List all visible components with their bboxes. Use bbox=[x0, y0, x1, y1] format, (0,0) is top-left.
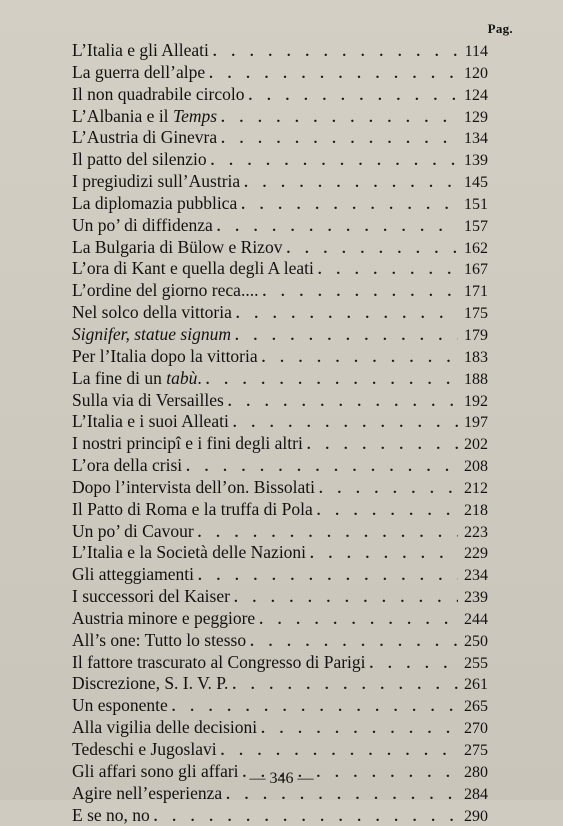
toc-entry-title bbox=[72, 237, 286, 258]
toc-entry-title-text: Il patto del silenzio bbox=[72, 149, 207, 170]
toc-entry-page-number: 145 bbox=[464, 174, 488, 192]
dot-leader bbox=[226, 787, 458, 804]
toc-entry-page-number: 183 bbox=[464, 348, 488, 366]
toc-entry bbox=[72, 673, 488, 695]
dot-leader bbox=[235, 328, 458, 345]
dot-leader bbox=[228, 394, 458, 411]
toc-entry bbox=[72, 40, 488, 62]
toc-entry-page-number: 218 bbox=[464, 501, 488, 519]
toc-entry-title bbox=[72, 127, 221, 148]
toc-entry-title bbox=[72, 390, 228, 411]
dot-leader bbox=[209, 66, 458, 83]
dot-leader bbox=[250, 634, 458, 651]
toc-entry-title bbox=[72, 346, 262, 367]
toc-entry-title bbox=[72, 106, 221, 127]
dot-leader bbox=[198, 525, 458, 542]
dot-leader bbox=[310, 546, 458, 563]
dot-leader bbox=[244, 175, 458, 192]
toc-entry-page-number: 265 bbox=[464, 698, 488, 716]
toc-entry bbox=[72, 84, 488, 106]
toc-entry bbox=[72, 324, 488, 346]
dot-leader bbox=[318, 262, 458, 279]
toc-entry-title-text: Il fattore trascurato al Congresso di Parigi bbox=[72, 651, 366, 672]
toc-entry-page-number: 255 bbox=[464, 654, 488, 672]
dot-leader bbox=[221, 110, 458, 127]
dot-leader bbox=[233, 415, 458, 432]
toc-entry-title-italic: Signifer, statue signum bbox=[72, 323, 231, 344]
dot-leader bbox=[154, 809, 458, 826]
toc-entry-title-text: I nostri principî e i fini degli altri bbox=[72, 433, 303, 454]
toc-entry-page-number: 167 bbox=[464, 261, 488, 279]
toc-entry-page-number: 129 bbox=[464, 108, 488, 126]
toc-entry-title bbox=[72, 324, 235, 345]
dot-leader bbox=[262, 350, 458, 367]
toc-entry bbox=[72, 106, 488, 128]
toc-entry bbox=[72, 62, 488, 84]
toc-entry-title bbox=[72, 40, 213, 61]
toc-entry-page-number: 188 bbox=[464, 370, 488, 388]
toc-entry-title bbox=[72, 586, 234, 607]
toc-entry bbox=[72, 390, 488, 412]
toc-entry-title-text: I pregiudizi sull’Austria bbox=[72, 171, 241, 192]
page-column-header: Pag. bbox=[487, 21, 513, 36]
toc-entry-page-number: 275 bbox=[464, 742, 488, 759]
toc-entry-title-text: Gli atteggiamenti bbox=[72, 564, 194, 585]
toc-entry-title bbox=[72, 258, 318, 279]
toc-entry-page-number: 261 bbox=[464, 676, 488, 694]
toc-entry-title-text: La diplomazia pubblica bbox=[72, 192, 238, 213]
toc-entry-page-number: 290 bbox=[464, 807, 488, 825]
dot-leader bbox=[307, 437, 458, 454]
toc-entry-title-text: Dopo l’intervista dell’on. Bissolati bbox=[72, 476, 316, 497]
toc-entry-page-number: 162 bbox=[464, 239, 488, 257]
toc-entry bbox=[72, 542, 488, 564]
toc-entry bbox=[72, 149, 488, 171]
toc-entry bbox=[72, 805, 488, 826]
toc-entry-title bbox=[72, 62, 209, 83]
toc-entry-page-number: 124 bbox=[464, 86, 488, 104]
toc-entry-page-number: 175 bbox=[464, 305, 488, 323]
toc-entry-title-text: All’s one: Tutto lo stesso bbox=[72, 629, 247, 650]
toc-entry-title-suffix: . bbox=[197, 367, 202, 388]
toc-entry-title-text: Sulla via di Versailles bbox=[72, 389, 224, 410]
toc-entry bbox=[72, 368, 488, 390]
toc-entry-title-text: L’Italia e gli Alleati bbox=[72, 40, 209, 60]
toc-entry-page-number: 151 bbox=[464, 195, 488, 213]
toc-entry-title bbox=[72, 695, 172, 716]
toc-entry-title-text: E se no, no bbox=[72, 804, 150, 825]
toc-entry-page-number: 234 bbox=[464, 567, 488, 585]
toc-entry-page-number: 157 bbox=[464, 217, 488, 235]
toc-entry bbox=[72, 127, 488, 149]
toc-entry-title bbox=[72, 499, 317, 520]
toc-entry-title bbox=[72, 433, 307, 454]
toc-entry-title-text: L’Austria di Ginevra bbox=[72, 127, 218, 148]
toc-entry-page-number: 280 bbox=[464, 763, 488, 781]
dot-leader bbox=[317, 503, 458, 520]
toc-entry-title-text: Un esponente bbox=[72, 695, 168, 716]
dot-leader bbox=[259, 612, 458, 629]
toc-entry-title bbox=[72, 411, 233, 432]
toc-entry-title bbox=[72, 673, 232, 694]
dot-leader bbox=[261, 721, 458, 738]
toc-entry bbox=[72, 521, 488, 543]
toc-entry bbox=[72, 608, 488, 630]
page-folio: — 346 — bbox=[249, 770, 314, 787]
toc-entry-title bbox=[72, 805, 154, 826]
toc-entry bbox=[72, 455, 488, 477]
toc-entry-page-number: 250 bbox=[464, 632, 488, 650]
toc-entry bbox=[72, 302, 488, 324]
toc-entry-page-number: 229 bbox=[464, 545, 488, 563]
toc-entry-title-text: La Bulgaria di Bülow e Rizov bbox=[72, 236, 283, 257]
toc-entry-title-text: Nel solco della vittoria bbox=[72, 302, 232, 323]
dot-leader bbox=[234, 590, 458, 607]
dot-leader bbox=[286, 241, 458, 258]
dot-leader bbox=[206, 372, 458, 389]
toc-entry-title bbox=[72, 564, 198, 585]
toc-entry-title bbox=[72, 84, 249, 105]
toc-entry-page-number: 208 bbox=[464, 458, 488, 476]
toc-entry-page-number: 179 bbox=[464, 326, 488, 344]
toc-entry-title-text: L’Albania e il bbox=[72, 105, 173, 126]
toc-entry-title bbox=[72, 302, 236, 323]
toc-entry bbox=[72, 652, 488, 674]
toc-entry bbox=[72, 346, 488, 368]
dot-leader bbox=[211, 153, 458, 170]
toc-entry-title-text: La guerra dell’alpe bbox=[72, 61, 206, 82]
toc-entry-title-text: Alla vigilia delle decisioni bbox=[72, 717, 258, 738]
toc-entry-title bbox=[72, 368, 206, 389]
dot-leader bbox=[217, 219, 458, 236]
toc-entry-title-text: L’ora della crisi bbox=[72, 455, 183, 476]
toc-entry bbox=[72, 695, 488, 717]
toc-entry bbox=[72, 237, 488, 259]
toc-entry-title bbox=[72, 652, 370, 673]
toc-entry-title-text: Un po’ di diffidenza bbox=[72, 214, 213, 235]
toc-entry-title-italic: Temps bbox=[172, 105, 218, 126]
toc-entry-title-text: Agire nell’esperienza bbox=[72, 782, 223, 803]
toc-entry-title-text: Discrezione, S. I. V. P. bbox=[72, 673, 229, 694]
toc-entry-title-text: Gli affari sono gli affari bbox=[72, 760, 239, 781]
toc-entry-title bbox=[72, 171, 244, 192]
toc-entry bbox=[72, 258, 488, 280]
dot-leader bbox=[232, 677, 458, 694]
toc-entry bbox=[72, 411, 488, 433]
toc-entry bbox=[72, 717, 488, 739]
toc-entry-page-number: 197 bbox=[464, 414, 488, 432]
dot-leader bbox=[221, 131, 458, 148]
toc-entry-page-number: 239 bbox=[464, 589, 488, 607]
toc-entry-title bbox=[72, 717, 261, 738]
toc-entry-title bbox=[72, 193, 241, 214]
toc-entry-title bbox=[72, 149, 211, 170]
toc-entry bbox=[72, 739, 488, 761]
toc-entry bbox=[72, 586, 488, 608]
toc-entry-title-text: Tedeschi e Jugoslavi bbox=[72, 739, 217, 759]
toc-entry-title-italic: tabù bbox=[166, 367, 198, 388]
toc-entry-page-number: 223 bbox=[464, 523, 488, 541]
toc-entry bbox=[72, 193, 488, 215]
toc-entry-title bbox=[72, 215, 217, 236]
toc-entry-page-number: 244 bbox=[464, 610, 488, 628]
dot-leader bbox=[236, 306, 458, 323]
toc-entry bbox=[72, 564, 488, 586]
toc-entry-page-number: 139 bbox=[464, 152, 488, 170]
toc-entry-page-number: 270 bbox=[464, 720, 488, 738]
toc-entry-title bbox=[72, 608, 259, 629]
toc-entry-title-text: L’ordine del giorno reca.... bbox=[72, 280, 259, 301]
toc-entry-page-number: 192 bbox=[464, 392, 488, 410]
dot-leader bbox=[172, 699, 458, 716]
dot-leader bbox=[186, 459, 458, 476]
dot-leader bbox=[262, 284, 458, 301]
toc-entry-title bbox=[72, 477, 319, 498]
dot-leader bbox=[249, 88, 458, 105]
toc-entry-page-number: 134 bbox=[464, 130, 488, 148]
toc-entry-title-text: Il non quadrabile circolo bbox=[72, 83, 245, 104]
toc-entry-title bbox=[72, 739, 221, 760]
toc-entry-title-text: Austria minore e peggiore bbox=[72, 607, 256, 628]
toc-entry-title-text: L’Italia e la Società delle Nazioni bbox=[72, 542, 307, 563]
toc-entry-page-number: 120 bbox=[464, 64, 488, 82]
dot-leader bbox=[198, 568, 458, 585]
toc-entry-page-number: 284 bbox=[464, 785, 488, 803]
toc-entry bbox=[72, 215, 488, 237]
toc-entry-title bbox=[72, 630, 250, 651]
toc-entry-title-text: L’ora di Kant e quella degli A leati bbox=[72, 258, 314, 279]
toc-entry-title-text: Per l’Italia dopo la vittoria bbox=[72, 345, 258, 366]
toc-entry bbox=[72, 171, 488, 193]
toc-entry bbox=[72, 280, 488, 302]
dot-leader bbox=[213, 44, 458, 61]
toc-entry bbox=[72, 499, 488, 521]
toc-entry bbox=[72, 433, 488, 455]
toc-entry-title bbox=[72, 455, 186, 476]
toc-entry-page-number: 114 bbox=[464, 43, 488, 60]
table-of-contents bbox=[72, 40, 488, 826]
toc-entry-title bbox=[72, 521, 198, 542]
dot-leader bbox=[319, 481, 458, 498]
dot-leader bbox=[370, 656, 458, 673]
toc-entry-title-text: Un po’ di Cavour bbox=[72, 520, 194, 541]
dot-leader bbox=[241, 197, 458, 214]
toc-entry-title bbox=[72, 542, 310, 563]
toc-entry bbox=[72, 630, 488, 652]
toc-entry-title bbox=[72, 280, 262, 301]
toc-entry-page-number: 202 bbox=[464, 436, 488, 454]
toc-entry-title-text: I successori del Kaiser bbox=[72, 586, 230, 607]
toc-entry-title-text: L’Italia e i suoi Alleati bbox=[72, 411, 229, 432]
toc-entry-page-number: 171 bbox=[464, 283, 488, 301]
toc-entry-title-text: Il Patto di Roma e la truffa di Pola bbox=[72, 498, 313, 519]
dot-leader bbox=[221, 743, 458, 760]
toc-entry-title-text: La fine di un bbox=[72, 367, 167, 388]
toc-entry-page-number: 212 bbox=[464, 479, 488, 497]
toc-entry bbox=[72, 477, 488, 499]
